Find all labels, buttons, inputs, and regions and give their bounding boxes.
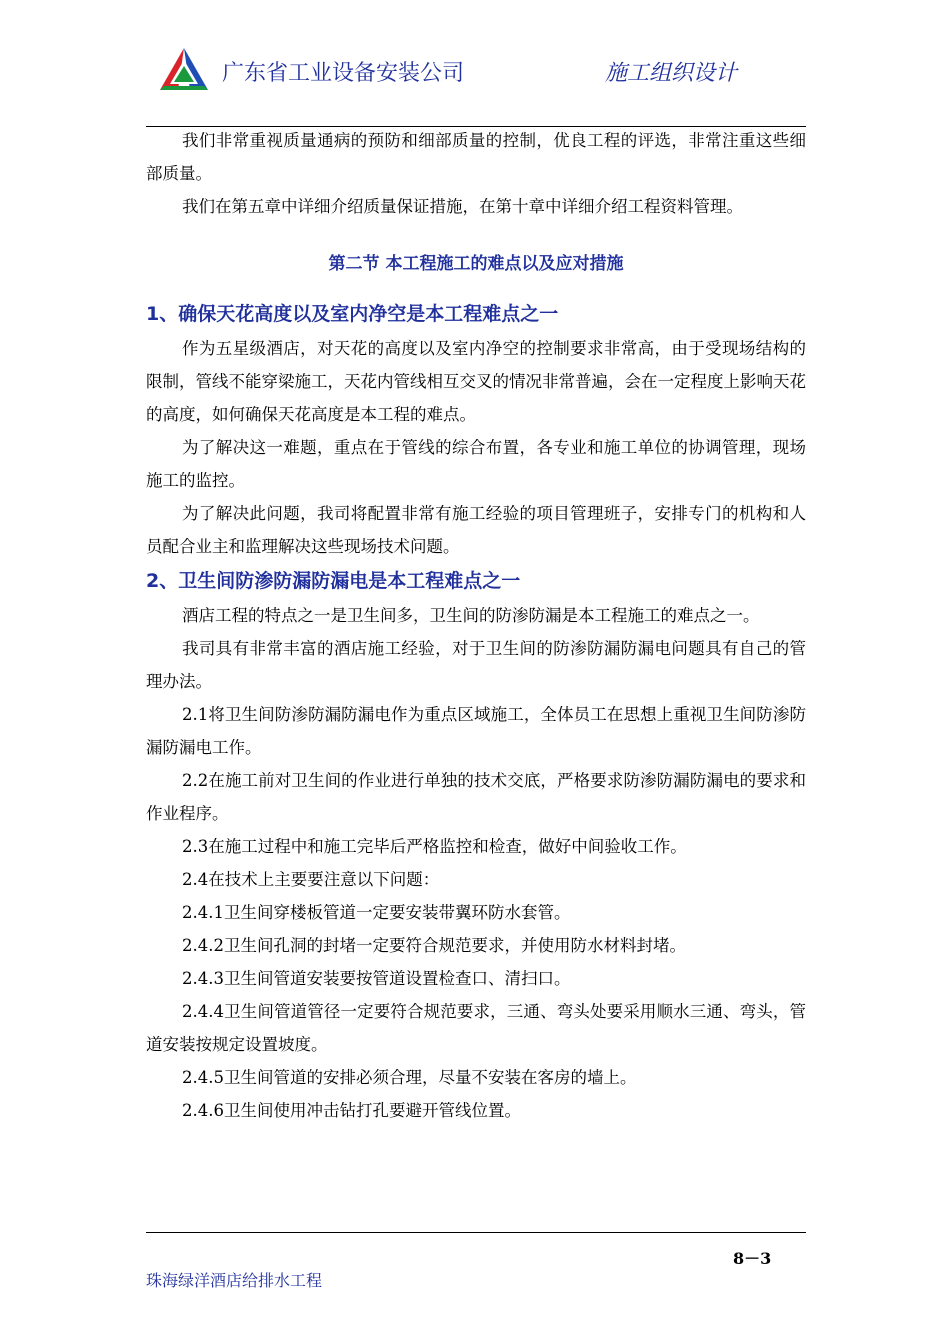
difficulty-1-heading: 1、确保天花高度以及室内净空是本工程难点之一 bbox=[146, 303, 559, 325]
list-item: 2.4.1卫生间穿楼板管道一定要安装带翼环防水套管。 bbox=[182, 903, 571, 922]
footer-divider bbox=[146, 1232, 806, 1233]
section-title: 第二节 本工程施工的难点以及应对措施 bbox=[328, 254, 624, 274]
list-item: 2.4在技术上主要要注意以下问题： bbox=[182, 870, 440, 889]
paragraph: 我司具有非常丰富的酒店施工经验，对于卫生间的防渗防漏防漏电问题具有自己的管理办法。 bbox=[146, 639, 806, 691]
page-number: 8－3 bbox=[733, 1249, 772, 1268]
list-item: 2.4.5卫生间管道的安排必须合理，尽量不安装在客房的墙上。 bbox=[182, 1068, 637, 1087]
paragraph: 酒店工程的特点之一是卫生间多，卫生间的防渗防漏是本工程施工的难点之一。 bbox=[182, 606, 760, 625]
page-body bbox=[146, 124, 806, 1127]
difficulty-2-heading: 2、卫生间防渗防漏防漏电是本工程难点之一 bbox=[146, 570, 521, 592]
list-item: 2.1将卫生间防渗防漏防漏电作为重点区域施工，全体员工在思想上重视卫生间防渗防漏防漏电工作。 bbox=[146, 705, 806, 757]
document-type: 施工组织设计 bbox=[605, 61, 738, 86]
list-item: 2.4.2卫生间孔洞的封堵一定要符合规范要求，并使用防水材料封堵。 bbox=[182, 936, 686, 955]
paragraph: 为了解决这一难题，重点在于管线的综合布置，各专业和施工单位的协调管理，现场施工的监控。 bbox=[146, 438, 806, 490]
company-name: 广东省工业设备安装公司 bbox=[222, 61, 465, 86]
list-item: 2.3在施工过程中和施工完毕后严格监控和检查，做好中间验收工作。 bbox=[182, 837, 687, 856]
list-item: 2.4.3卫生间管道安装要按管道设置检查口、清扫口。 bbox=[182, 969, 571, 988]
company-triangle-logo-icon bbox=[156, 46, 212, 92]
intro-paragraph: 我们在第五章中详细介绍质量保证措施，在第十章中详细介绍工程资料管理。 bbox=[182, 197, 743, 216]
list-item: 2.2在施工前对卫生间的作业进行单独的技术交底，严格要求防渗防漏防漏电的要求和作业程序。 bbox=[146, 771, 806, 823]
list-item: 2.4.4卫生间管道管径一定要符合规范要求，三通、弯头处要采用顺水三通、弯头，管道安装按规定设置坡度。 bbox=[146, 1002, 806, 1054]
page-header bbox=[150, 40, 810, 110]
paragraph: 为了解决此问题，我司将配置非常有施工经验的项目管理班子，安排专门的机构和人员配合业主和监理解决这些现场技术问题。 bbox=[146, 504, 806, 556]
project-name: 珠海绿洋酒店给排水工程 bbox=[146, 1271, 323, 1290]
intro-paragraph: 我们非常重视质量通病的预防和细部质量的控制，优良工程的评选，非常注重这些细部质量。 bbox=[146, 131, 806, 183]
list-item: 2.4.6卫生间使用冲击钻打孔要避开管线位置。 bbox=[182, 1101, 521, 1120]
paragraph: 作为五星级酒店，对天花的高度以及室内净空的控制要求非常高，由于受现场结构的限制，管线不能穿梁施工，天花内管线相互交叉的情况非常普遍，会在一定程度上影响天花的高度，如何确保天花高度是本工程的难点。 bbox=[146, 339, 806, 424]
